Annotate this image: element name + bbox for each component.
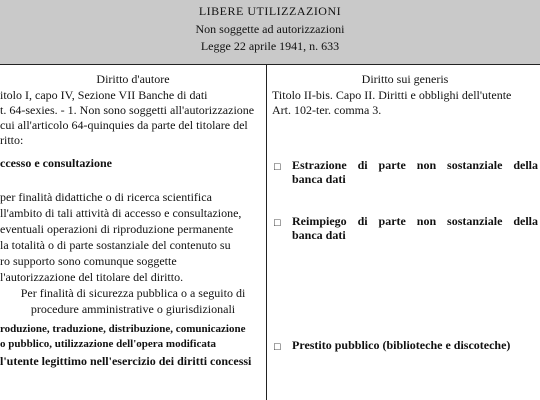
header-law: Legge 22 aprile 1941, n. 633 xyxy=(200,39,340,53)
right-item-line: Reimpiego di parte non sostanziale della xyxy=(292,214,538,228)
left-paragraph-line: ll'ambito di tali attività di accesso e consultazione, xyxy=(0,206,242,220)
left-bottom-line: roduzione, traduzione, distribuzione, comunicazione xyxy=(0,323,246,335)
right-item-line: Estrazione di parte non sostanziale della xyxy=(292,158,538,172)
table-header xyxy=(0,0,540,65)
left-section-title: ccesso e consultazione xyxy=(0,156,112,170)
right-item-line: banca dati xyxy=(292,172,346,186)
left-bottom-line: o pubblico, utilizzazione dell'opera modificata xyxy=(0,338,217,350)
left-paragraph-line: ro supporto sono comunque soggette xyxy=(0,254,177,268)
left-paragraph-line: eventuali operazioni di riproduzione permanente xyxy=(0,222,234,236)
left-column-heading: Diritto d'autore xyxy=(96,72,170,86)
right-list-item xyxy=(292,338,538,352)
right-intro-line: Titolo II-bis. Capo II. Diritti e obblighi dell'utente xyxy=(272,88,512,102)
column-divider xyxy=(266,64,267,400)
right-item-line: Prestito pubblico (biblioteche e discoteche) xyxy=(292,338,511,352)
left-paragraph-line: per finalità didattiche o di ricerca scientifica xyxy=(0,190,212,204)
left-intro-line: t. 64-sexies. - 1. Non sono soggetti all'autorizzazione xyxy=(0,103,255,117)
checkbox-bullet-icon: □ xyxy=(274,217,281,229)
right-list-item xyxy=(292,158,538,186)
left-bottom-line: l'utente legittimo nell'esercizio dei diritti concessi xyxy=(0,354,252,368)
left-intro-line: cui all'articolo 64-quinquies da parte del titolare del xyxy=(0,118,248,132)
header-title: LIBERE UTILIZZAZIONI xyxy=(198,4,342,18)
checkbox-bullet-icon: □ xyxy=(274,341,281,353)
left-intro-line: ritto: xyxy=(0,133,24,147)
right-column-heading: Diritto sui generis xyxy=(361,72,449,86)
left-paragraph-line: l'autorizzazione del titolare del diritto. xyxy=(0,270,184,284)
right-list-item xyxy=(292,214,538,242)
right-intro-line: Art. 102-ter. comma 3. xyxy=(272,103,382,117)
left-security-line: procedure amministrative o giurisdizionali xyxy=(30,302,236,316)
header-subtitle: Non soggette ad autorizzazioni xyxy=(195,22,345,36)
checkbox-bullet-icon: □ xyxy=(274,161,281,173)
left-intro-line: itolo I, capo IV, Sezione VII Banche di dati xyxy=(0,88,208,102)
left-security-line: Per finalità di sicurezza pubblica o a seguito di xyxy=(20,286,246,300)
right-item-line: banca dati xyxy=(292,228,346,242)
left-paragraph-line: la totalità o di parte sostanziale del contenuto su xyxy=(0,238,231,252)
